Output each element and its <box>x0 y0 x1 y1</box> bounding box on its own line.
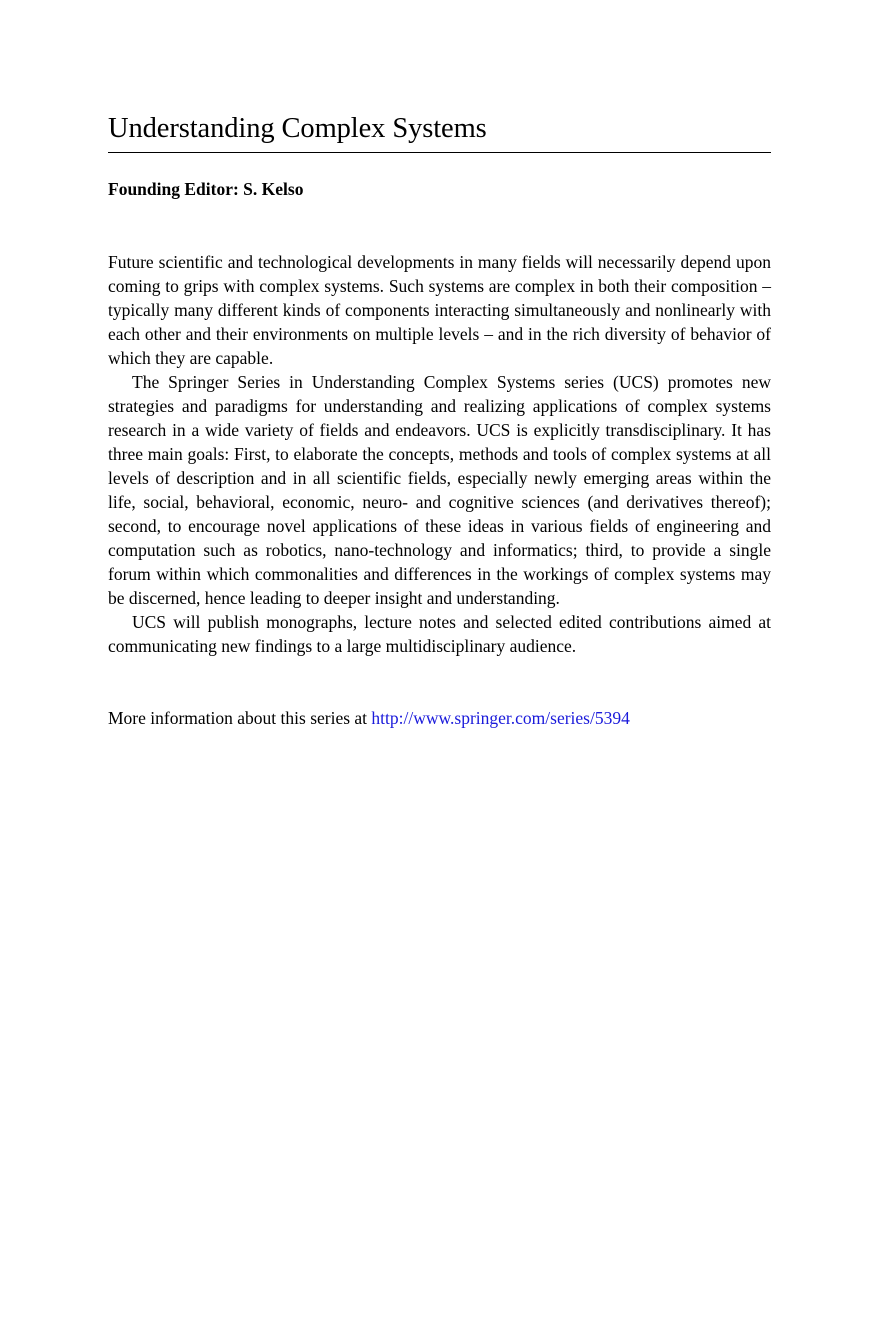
description-paragraph-2: The Springer Series in Understanding Complex Systems series (UCS) promotes new strategies and paradigms for understanding and realizing applications of complex systems research in a wide variety of fields and endeavors. UCS is explicitly transdisciplinary. It has three main goals: First, to elaborate the concepts, methods and tools of complex systems at all levels of description and in all scientific fields, especially newly emerging areas within the life, social, behavioral, economic, neuro- and cognitive sciences (and derivatives thereof); second, to encourage novel applications of these ideas in various fields of engineering and computation such as robotics, nano-technology and informatics; third, to provide a single forum within which commonalities and differences in the workings of complex systems may be discerned, hence leading to deeper insight and understanding. <box>108 372 771 609</box>
description-paragraph-3: UCS will publish monographs, lecture notes and selected edited contributions aimed at communicating new findings to a large multidisciplinary audience. <box>108 612 771 657</box>
title-rule <box>108 152 771 153</box>
series-page <box>108 112 771 730</box>
founding-editor: Founding Editor: S. Kelso <box>108 179 304 200</box>
series-title: Understanding Complex Systems <box>108 113 487 144</box>
more-info-line <box>108 706 771 730</box>
description-paragraph-1: Future scientific and technological developments in many fields will necessarily depend upon coming to grips with complex systems. Such systems are complex in both their composition – typically many different kinds of components interacting simultaneously and nonlinearly with each other and their environments on multiple levels – and in the rich diversity of behavior of which they are capable. <box>108 252 771 369</box>
more-info-text: More information about this series at <box>108 708 372 729</box>
series-description <box>108 250 771 658</box>
series-url-link[interactable]: http://www.springer.com/series/5394 <box>371 708 630 729</box>
